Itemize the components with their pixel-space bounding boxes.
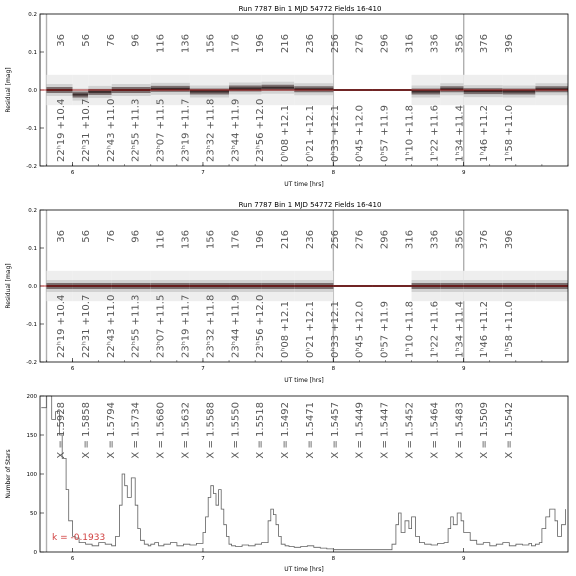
residual-bin bbox=[73, 94, 89, 96]
y-tick-label: 150 bbox=[26, 433, 37, 439]
field-number-label: 116 bbox=[155, 34, 167, 54]
x-tick-label: 7 bbox=[201, 366, 205, 372]
y-tick-label: 0.2 bbox=[28, 208, 37, 214]
pointing-coordinate-label: 0ʰ57 +11.9 bbox=[379, 105, 391, 162]
field-number-label: 76 bbox=[105, 230, 117, 243]
airmass-label: X = 1.5928 bbox=[56, 402, 67, 459]
airmass-label: X = 1.5492 bbox=[280, 402, 292, 459]
field-number-label: 296 bbox=[379, 34, 391, 54]
y-tick-label: 0.1 bbox=[28, 246, 37, 252]
x-tick-label: 8 bbox=[331, 366, 336, 372]
pointing-coordinate-label: 22ʰ19 +10.4 bbox=[56, 294, 67, 358]
field-number-label: 176 bbox=[230, 230, 242, 250]
field-number-label: 376 bbox=[479, 34, 491, 54]
pointing-coordinate-label: 0ʰ21 +12.1 bbox=[304, 301, 316, 358]
pointing-coordinate-label: 1ʰ34 +11.4 bbox=[454, 301, 466, 358]
field-number-label: 356 bbox=[454, 34, 466, 54]
x-tick-label: 9 bbox=[461, 170, 466, 176]
field-number-label: 396 bbox=[504, 34, 516, 54]
x-tick-label: 7 bbox=[201, 170, 205, 176]
airmass-label: X = 1.5858 bbox=[80, 402, 92, 459]
pointing-coordinate-label: 0ʰ08 +12.1 bbox=[280, 105, 292, 162]
y-tick-label: 200 bbox=[26, 394, 37, 400]
pointing-coordinate-label: 1ʰ58 +11.0 bbox=[504, 301, 516, 358]
panel-3-marks bbox=[27, 394, 566, 562]
pointing-coordinate-label: 22ʰ43 +11.0 bbox=[105, 98, 117, 162]
y-tick-label: -0.2 bbox=[26, 164, 37, 170]
pointing-coordinate-label: 23ʰ32 +11.8 bbox=[205, 98, 217, 162]
field-number-label: 236 bbox=[304, 34, 316, 54]
pointing-coordinate-label: 23ʰ19 +11.7 bbox=[180, 98, 192, 162]
field-number-label: 196 bbox=[255, 34, 267, 54]
field-number-label: 176 bbox=[230, 34, 242, 54]
y-tick-label: -0.1 bbox=[26, 322, 37, 328]
field-number-label: 56 bbox=[80, 230, 92, 243]
residual-bin bbox=[412, 91, 441, 93]
airmass-label: X = 1.5632 bbox=[180, 402, 192, 459]
pointing-coordinate-label: 23ʰ56 +12.0 bbox=[255, 98, 267, 162]
x-tick-label: 9 bbox=[461, 556, 466, 562]
y-tick-label: 100 bbox=[26, 472, 37, 478]
airmass-label: X = 1.5471 bbox=[304, 402, 316, 459]
field-number-label: 396 bbox=[504, 230, 516, 250]
pointing-coordinate-label: 1ʰ10 +11.8 bbox=[404, 301, 416, 358]
field-number-label: 96 bbox=[130, 34, 142, 47]
pointing-coordinate-label: 23ʰ07 +11.5 bbox=[155, 98, 167, 162]
pointing-coordinate-label: 0ʰ08 +12.1 bbox=[280, 301, 292, 358]
pointing-coordinate-label: 0ʰ45 +12.0 bbox=[354, 301, 366, 358]
pointing-coordinate-label: 1ʰ58 +11.0 bbox=[504, 105, 516, 162]
pointing-coordinate-label: 22ʰ31 +10.7 bbox=[80, 294, 92, 358]
pointing-coordinate-label: 23ʰ07 +11.5 bbox=[155, 294, 167, 358]
pointing-coordinate-label: 1ʰ46 +11.2 bbox=[479, 105, 491, 162]
pointing-coordinate-label: 0ʰ21 +12.1 bbox=[304, 105, 316, 162]
field-number-label: 256 bbox=[329, 230, 341, 250]
airmass-label: X = 1.5457 bbox=[329, 402, 341, 459]
residual-bin bbox=[229, 87, 262, 89]
field-number-label: 216 bbox=[280, 34, 292, 54]
pointing-coordinate-label: 23ʰ56 +12.0 bbox=[255, 294, 267, 358]
residual-bin bbox=[503, 91, 536, 93]
pointing-coordinate-label: 0ʰ33 +12.1 bbox=[329, 105, 341, 162]
y-tick-label: 0.1 bbox=[28, 50, 37, 56]
y-tick-label: -0.1 bbox=[26, 126, 37, 132]
pointing-coordinate-label: 23ʰ32 +11.8 bbox=[205, 294, 217, 358]
x-tick-label: 7 bbox=[201, 556, 205, 562]
field-number-label: 336 bbox=[429, 34, 441, 54]
residual-bin bbox=[262, 87, 295, 89]
pointing-coordinate-label: 1ʰ46 +11.2 bbox=[479, 301, 491, 358]
panel-2-title: Run 7787 Bin 1 MJD 54772 Fields 16-410 bbox=[238, 201, 382, 209]
field-number-label: 316 bbox=[404, 230, 416, 250]
star-count-panel bbox=[5, 394, 568, 573]
field-number-label: 336 bbox=[429, 230, 441, 250]
pointing-coordinate-label: 23ʰ44 +11.9 bbox=[230, 294, 242, 358]
residual-panel-2 bbox=[5, 201, 568, 384]
airmass-label: X = 1.5509 bbox=[479, 402, 491, 459]
field-number-label: 356 bbox=[454, 230, 466, 250]
airmass-label: X = 1.5518 bbox=[255, 402, 267, 459]
field-number-label: 376 bbox=[479, 230, 491, 250]
pointing-coordinate-label: 1ʰ22 +11.6 bbox=[429, 105, 441, 162]
panel-2-marks bbox=[26, 208, 568, 372]
panel-1-title: Run 7787 Bin 1 MJD 54772 Fields 16-410 bbox=[238, 5, 382, 13]
residual-bin bbox=[88, 91, 111, 93]
y-tick-label: 0.2 bbox=[28, 12, 37, 18]
field-number-label: 276 bbox=[354, 34, 366, 54]
field-number-label: 156 bbox=[205, 34, 217, 54]
residual-bin bbox=[464, 90, 503, 92]
airmass-label: X = 1.5794 bbox=[105, 402, 117, 459]
panel-3-x-axis-label: UT time [hrs] bbox=[284, 566, 324, 573]
panel-2-x-axis-label: UT time [hrs] bbox=[284, 377, 324, 384]
y-tick-label: 0 bbox=[33, 550, 37, 556]
field-number-label: 316 bbox=[404, 34, 416, 54]
x-tick-label: 8 bbox=[331, 556, 336, 562]
field-number-label: 296 bbox=[379, 230, 391, 250]
airmass-label: X = 1.5680 bbox=[155, 402, 167, 459]
residual-bin bbox=[190, 91, 229, 93]
pointing-coordinate-label: 23ʰ19 +11.7 bbox=[180, 294, 192, 358]
y-tick-label: 50 bbox=[30, 511, 37, 517]
x-tick-label: 6 bbox=[70, 366, 75, 372]
field-number-label: 276 bbox=[354, 230, 366, 250]
extinction-coefficient-annotation: k = -0.1933 bbox=[52, 533, 106, 543]
panel-2-y-axis-label: Residual [mag] bbox=[5, 263, 12, 309]
pointing-coordinate-label: 0ʰ45 +12.0 bbox=[354, 105, 366, 162]
pointing-coordinate-label: 22ʰ19 +10.4 bbox=[56, 98, 67, 162]
pointing-coordinate-label: 22ʰ55 +11.3 bbox=[130, 98, 142, 162]
airmass-label: X = 1.5447 bbox=[379, 402, 391, 459]
pointing-coordinate-label: 0ʰ33 +12.1 bbox=[329, 301, 341, 358]
y-tick-label: 0.0 bbox=[28, 284, 37, 290]
pointing-coordinate-label: 23ʰ44 +11.9 bbox=[230, 98, 242, 162]
airmass-label: X = 1.5452 bbox=[404, 402, 416, 459]
pointing-coordinate-label: 22ʰ55 +11.3 bbox=[130, 294, 142, 358]
residual-bin bbox=[151, 88, 190, 90]
x-tick-label: 6 bbox=[70, 170, 75, 176]
field-number-label: 136 bbox=[180, 34, 192, 54]
pointing-coordinate-label: 22ʰ31 +10.7 bbox=[80, 98, 92, 162]
field-number-label: 216 bbox=[280, 230, 292, 250]
field-number-label: 96 bbox=[130, 230, 142, 243]
field-number-label: 76 bbox=[105, 34, 117, 47]
x-tick-label: 9 bbox=[461, 366, 466, 372]
airmass-label: X = 1.5464 bbox=[429, 402, 441, 459]
y-tick-label: -0.2 bbox=[26, 360, 37, 366]
pointing-coordinate-label: 1ʰ22 +11.6 bbox=[429, 301, 441, 358]
panel-1-x-axis-label: UT time [hrs] bbox=[284, 181, 324, 188]
field-number-label: 156 bbox=[205, 230, 217, 250]
panel-3-y-axis-label: Number of Stars bbox=[5, 449, 12, 499]
x-tick-label: 8 bbox=[331, 170, 336, 176]
airmass-label: X = 1.5734 bbox=[130, 402, 142, 459]
field-number-label: 36 bbox=[56, 230, 67, 243]
pointing-coordinate-label: 1ʰ34 +11.4 bbox=[454, 105, 466, 162]
pointing-coordinate-label: 0ʰ57 +11.9 bbox=[379, 301, 391, 358]
field-number-label: 36 bbox=[56, 34, 67, 47]
field-number-label: 116 bbox=[155, 230, 167, 250]
field-number-label: 256 bbox=[329, 34, 341, 54]
airmass-label: X = 1.5588 bbox=[205, 402, 217, 459]
field-number-label: 136 bbox=[180, 230, 192, 250]
y-tick-label: 0.0 bbox=[28, 88, 37, 94]
airmass-label: X = 1.5550 bbox=[230, 402, 242, 459]
airmass-label: X = 1.5449 bbox=[354, 402, 366, 459]
panel-1-y-axis-label: Residual [mag] bbox=[5, 67, 12, 113]
field-number-label: 236 bbox=[304, 230, 316, 250]
field-number-label: 196 bbox=[255, 230, 267, 250]
panel-1-marks bbox=[26, 12, 568, 176]
residual-panel-1 bbox=[5, 5, 568, 188]
pointing-coordinate-label: 1ʰ10 +11.8 bbox=[404, 105, 416, 162]
pointing-coordinate-label: 22ʰ43 +11.0 bbox=[105, 294, 117, 358]
airmass-label: X = 1.5542 bbox=[504, 402, 516, 459]
x-tick-label: 6 bbox=[70, 556, 75, 562]
airmass-label: X = 1.5483 bbox=[454, 402, 466, 459]
field-number-label: 56 bbox=[80, 34, 92, 47]
